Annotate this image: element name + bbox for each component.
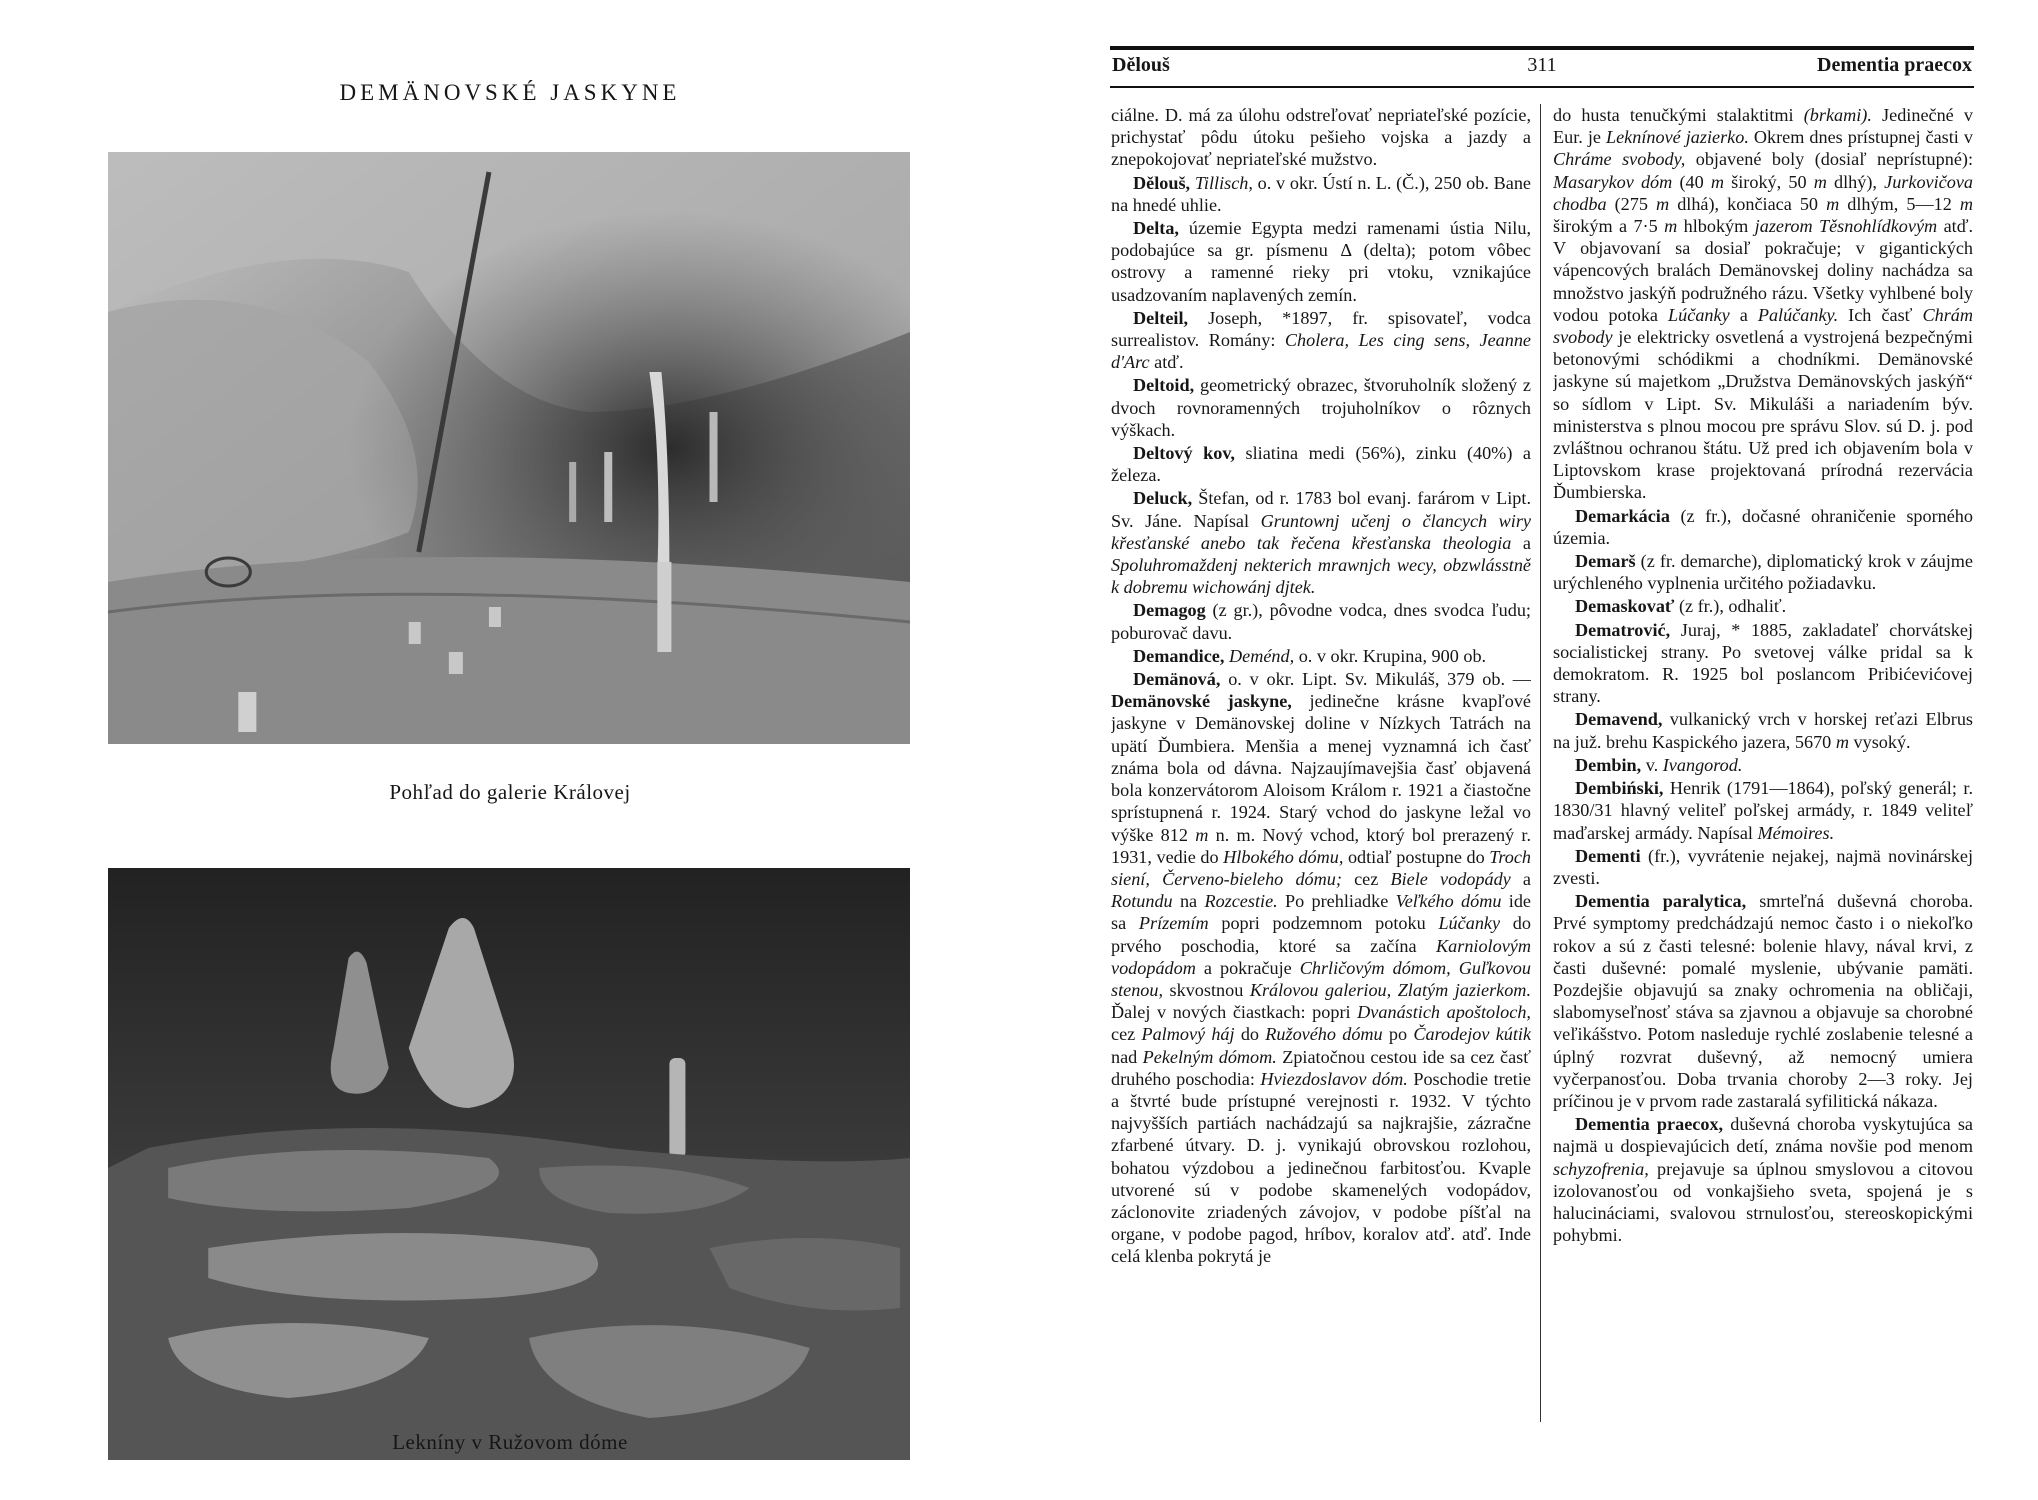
header-first-entry: Dělouš — [1112, 54, 1170, 76]
header-rule — [1110, 46, 1974, 50]
photo-caption-2: Lekníny v Ružovom dóme — [392, 1430, 628, 1454]
photo-caption-1: Pohľad do galerie Královej — [389, 780, 631, 804]
dictionary-entry: Delta, územie Egypta medzi ramenami ústia Nilu, podobajúce sa gr. písmenu Δ (delta); potom vôbec ostrovy a ramenné rieky pri vtoku, vznikajúce usadzovaním naplavených zemín. — [1111, 218, 1531, 305]
cave-photo-lily-pads — [108, 868, 910, 1460]
text-column-left — [1111, 104, 1531, 1434]
dictionary-entry: Deltoid, geometrický obrazec, štvoruholník složený z dvoch rovnoramenných trojuholníkov o rôznych výškach. — [1111, 375, 1531, 440]
dictionary-entry: Demarkácia (z fr.), dočasné ohraničenie sporného územia. — [1553, 505, 1973, 548]
dictionary-entry: Demavend, vulkanický vrch v horskej reťazi Elbrus na juž. brehu Kaspického jazera, 5670 m vysoký. — [1553, 709, 1973, 752]
column-divider — [1540, 104, 1541, 1422]
dictionary-entry: Dementi (fr.), vyvrátenie nejakej, najmä novinárskej zvesti. — [1553, 845, 1973, 888]
dictionary-entry: do husta tenučkými stalaktitmi (brkami). Jedinečné v Eur. je Leknínové jazierko. Okrem dnes prístupnej časti v Chráme svobody, objavené boly (dosiaľ neprístupné): Masarykov dóm (40 m široký, 50 m dlhý), Jurkovičova chodba (275 m dlhá), končiaca 50 m dlhým, 5—12 m širokým a 7·5 m hlbokým jazerom Těsnohlídkovým atď. V objavovaní sa dosiaľ pokračuje; v gigantických vápencových bralách Demänovskej doliny nachádza sa množstvo jaskýň podružného rázu. Všetky vyhlbené boly vodou potoka Lúčanky a Palúčanky. Ich časť Chrám svobody je elektricky osvetlená a vystrojená bezpečnými betonovými schódikmi a chodníkmi. Demänovské jaskyne sú majetkom „Družstva Demänovských jaskýň“ so sídlom v Lipt. Sv. Mikuláši a nariadením býv. ministerstva s plnou mocou pre správu Slov. sú D. j. pod zvláštnou ochranou štátu. Už pred ich objavením bola v Liptovskom krase projektovaná prírodná rezervácia Ďumbierska. — [1553, 105, 1973, 503]
dictionary-entry: Dementia praecox, duševná choroba vyskytujúca sa najmä u dospievajúcich detí, známa novšie pod menom schyzofrenia, prejavuje sa úplnou smyslovou a citovou izolovanosťou od vonkajšieho sveta, spojená je s halucináciami, svalovou strnulosťou, stereoskopickými pohybmi. — [1553, 1114, 1973, 1246]
text-column-right — [1553, 104, 1973, 1434]
dictionary-entry: Deluck, Štefan, od r. 1783 bol evanj. farárom v Lipt. Sv. Jáne. Napísal Gruntownj učenj o člancych wiry křesťanské anebo tak řečena křesťanska theologia a Spoluhromaždenj nekterich mrawnjch wecy, obzwlásstně k dobremu wichowánj djtek. — [1111, 488, 1531, 598]
dictionary-entry: Demänová, o. v okr. Lipt. Sv. Mikuláš, 379 ob. — Demänovské jaskyne, jedinečne krásne kvapľové jaskyne v Demänovskej doline v Nízkych Tatrách na upätí Ďumbiera. Menšia a menej vyznamná ich časť známa bola od dávna. Najzaujímavejšia časť objavená bola konzervátorom Aloisom Králom r. 1921 a čiastočne sprístupnená r. 1924. Starý vchod do jaskyne ležal vo výške 812 m n. m. Nový vchod, ktorý bol prerazený r. 1931, vedie do Hlbokého dómu, odtiaľ postupne do Troch siení, Červeno-bieleho dómu; cez Biele vodopády a Rotundu na Rozcestie. Po prehliadke Veľkého dómu ide sa Prízemím popri podzemnom potoku Lúčanky do prvého poschodia, ktoré sa začína Karniolovým vodopádom a pokračuje Chrličovým dómom, Guľkovou stenou, skvostnou Královou galeriou, Zlatým jazierkom. Ďalej v nových čiastkach: popri Dvanástich apoštoloch, cez Palmový háj do Ružového dómu po Čarodejov kútik nad Pekelným dómom. Zpiatočnou cestou ide sa cez časť druhého poschodia: Hviezdoslavov dóm. Poschodie tretie a štvrté bude prístupné verejnosti r. 1932. V týchto najvyšších partiách nachádzajú sa najkrajšie, zázračne zfarbené útvary. D. j. vynikajú obrovskou rozlohou, bohatou výzdobou a jedinečnou farbitosťou. Kvaple utvorené sú v podobe skamenelých vodopádov, záclonovite zriadených závojov, v podobe píšťal na organe, v podobe pagod, hríbov, koralov atď. atď. Inde celá klenba pokrytá je — [1111, 669, 1531, 1267]
header-last-entry: Dementia praecox — [1817, 54, 1972, 76]
dictionary-entry: Deltový kov, sliatina medi (56%), zinku (40%) a železa. — [1111, 443, 1531, 486]
dictionary-entry: Dělouš, Tillisch, o. v okr. Ústí n. L. (Č.), 250 ob. Bane na hnedé uhlie. — [1111, 172, 1531, 215]
dictionary-entry: Dembiński, Henrik (1791—1864), poľský generál; r. 1830/31 hlavný veliteľ poľskej armády, r. 1849 veliteľ maďarskej armády. Napísal Mémoires. — [1553, 778, 1973, 843]
plate-title: DEMÄNOVSKÉ JASKYNE — [339, 80, 681, 105]
running-header — [1110, 54, 1974, 84]
header-rule-thin — [1110, 86, 1974, 88]
dictionary-entry: Dementia paralytica, smrteľná duševná choroba. Prvé symptomy predchádzajú nemoc často i o niekoľko rokov a sú z časti telesné: bolenie hlavy, nával krvi, z časti duševné: pomalé myslenie, ubývanie pamäti. Pozdejšie objavujú sa znaky ochromenia na obličaji, slabomyseľnosť stáva sa zjavnou a objavuje sa chorobné veľikášstvo. Potom nasleduje rychlé zoslabenie telesné a úplný rozvrat duševný, až nemocný umiera vyčerpanosťou. Doba trvania choroby 2—3 roky. Jej príčinou je v prvom rade zastaralá syfilitická nákaza. — [1553, 891, 1973, 1111]
dictionary-entry: Demandice, Deménd, o. v okr. Krupina, 900 ob. — [1133, 645, 1487, 666]
dictionary-entry: Demarš (z fr. demarche), diplomatický krok v záujme urýchleného vyplnenia určitého požiadavku. — [1553, 551, 1973, 594]
dictionary-entry: Demagog (z gr.), pôvodne vodca, dnes svodca ľudu; poburovač davu. — [1111, 600, 1531, 643]
dictionary-entry: ciálne. D. má za úlohu odstreľovať nepriateľské pozície, prichystať pôdu útoku pešieho vojska a jazdy a znepokojovať nepriateľské mužstvo. — [1111, 105, 1531, 170]
dictionary-entry: Delteil, Joseph, *1897, fr. spisovateľ, vodca surrealistov. Romány: Cholera, Les cing sens, Jeanne d'Arc atď. — [1111, 307, 1531, 373]
dictionary-entry: Demaskovať (z fr.), odhaliť. — [1575, 596, 1787, 617]
dictionary-entry: Dematrović, Juraj, * 1885, zakladateľ chorvátskej socialistickej strany. Po svetovej válke pridal sa k demokratom. R. 1925 bol poslancom Pribićevićovej strany. — [1553, 619, 1973, 707]
cave-photo-gallery — [108, 152, 910, 744]
page-number: 311 — [1527, 54, 1557, 76]
dictionary-entry: Dembin, v. Ivangorod. — [1575, 754, 1743, 775]
